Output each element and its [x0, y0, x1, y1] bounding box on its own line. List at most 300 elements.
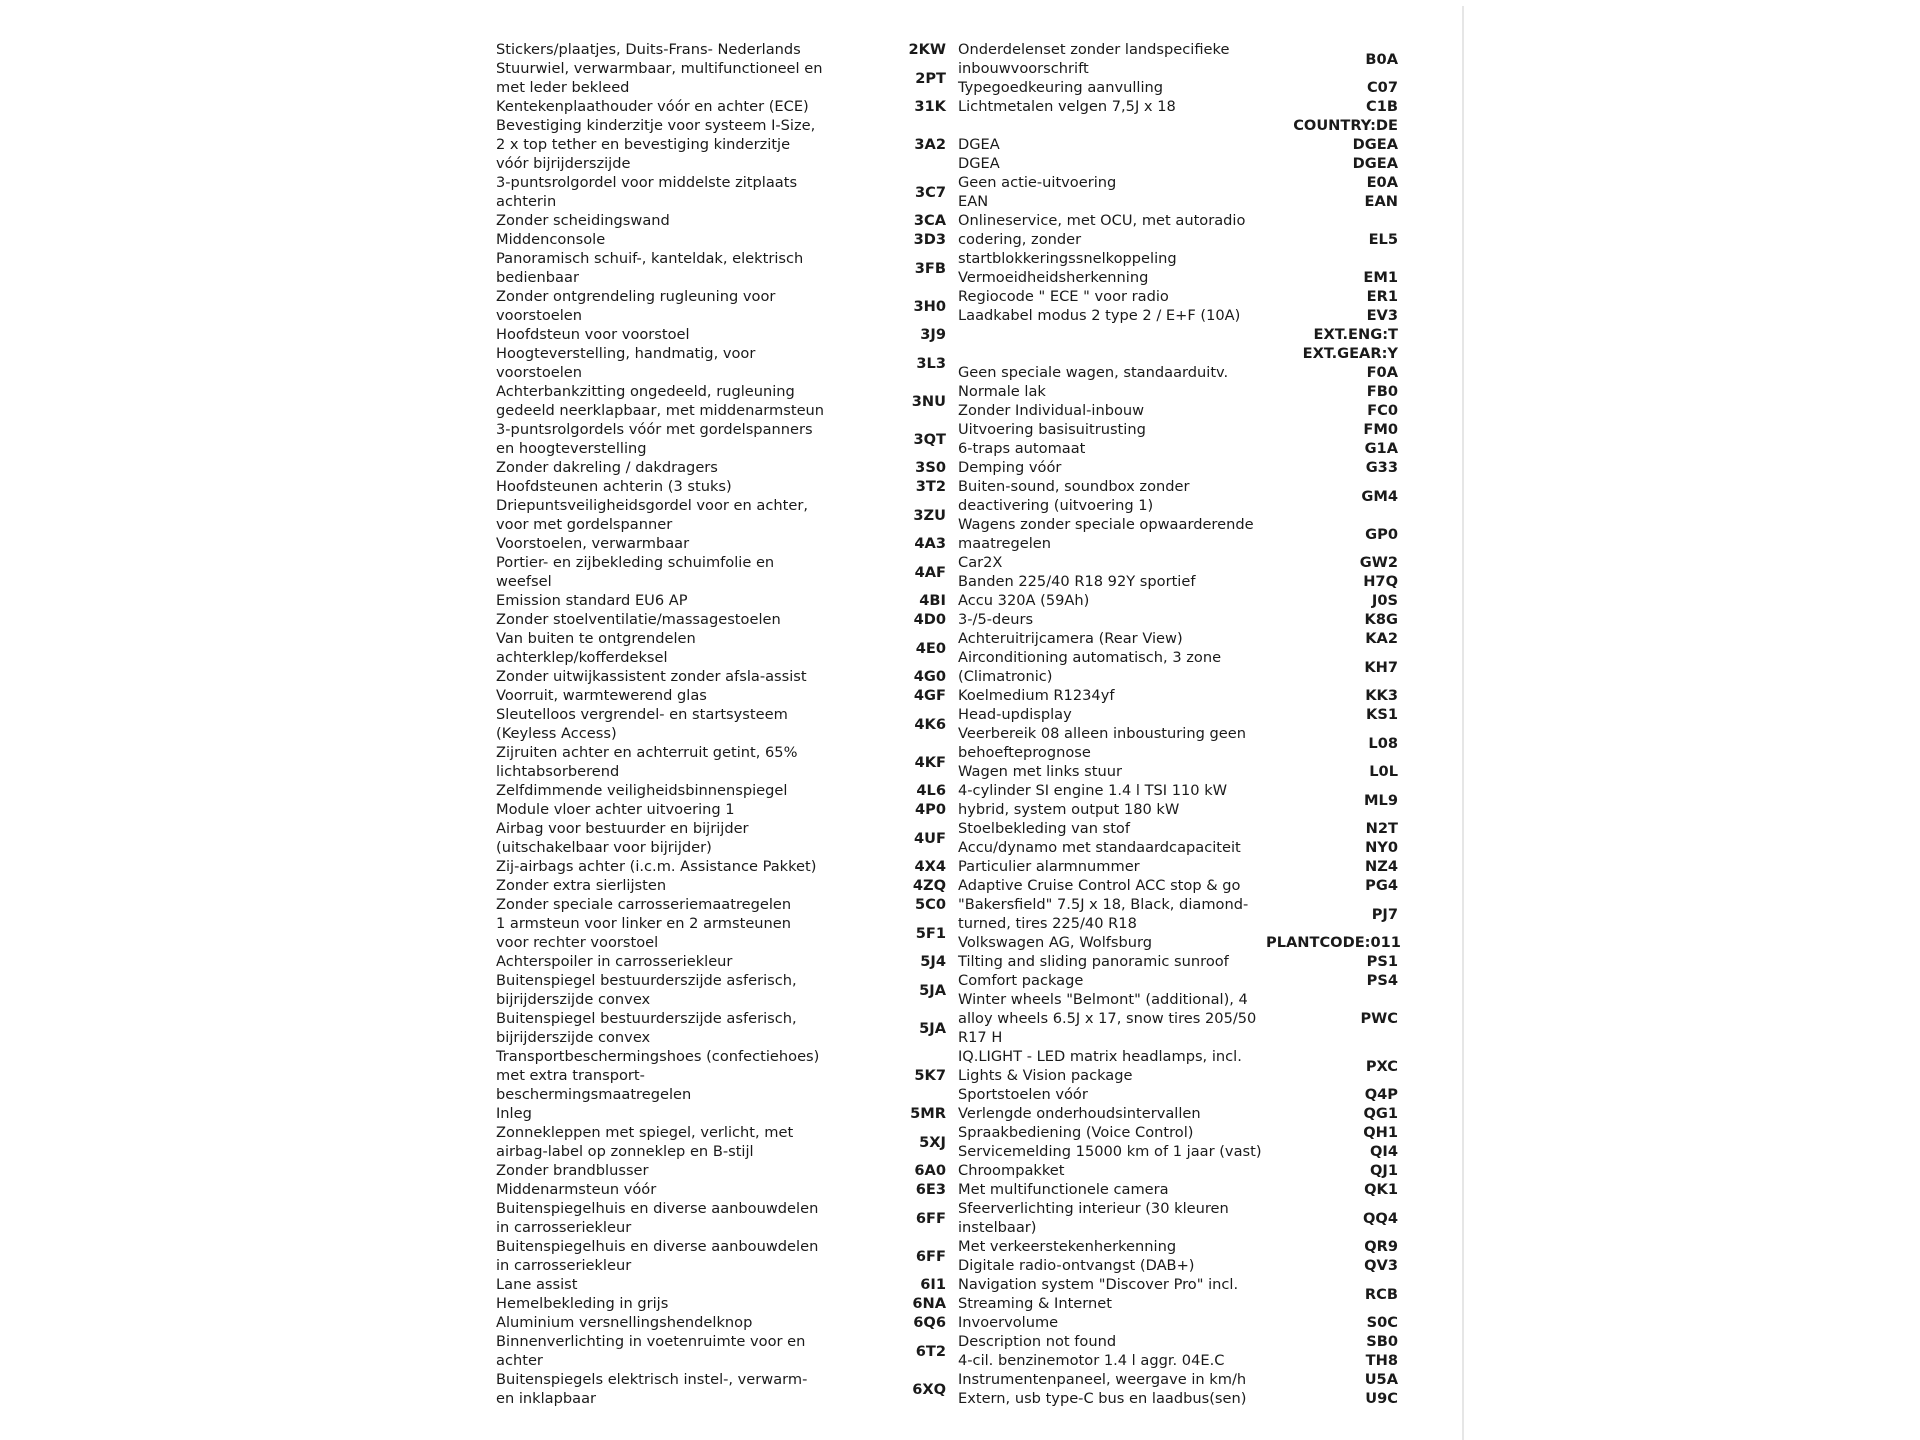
option-description-line	[958, 116, 1266, 135]
option-description	[496, 1199, 829, 1237]
option-code: EV3	[1366, 307, 1398, 324]
option-code: NZ4	[1365, 858, 1398, 875]
option-description	[496, 1104, 829, 1123]
option-code: 4UF	[914, 829, 946, 847]
option-description	[496, 477, 829, 496]
option-code: F0A	[1366, 364, 1398, 381]
option-code: 6I1	[920, 1276, 946, 1293]
option-description	[496, 40, 829, 59]
option-description-line: inbouwvoorschrift	[958, 60, 1089, 77]
option-description	[958, 952, 1266, 971]
option-description-line: Onderdelenset zonder landspecifieke	[958, 41, 1230, 58]
option-description	[958, 819, 1266, 838]
option-code: QQ4	[1363, 1209, 1398, 1227]
option-code: QK1	[1364, 1181, 1398, 1198]
option-description	[496, 1332, 829, 1370]
option-description	[958, 610, 1266, 629]
option-code: DGEA	[1352, 155, 1398, 172]
option-description-line: Navigation system "Discover Pro" incl.	[958, 1276, 1239, 1293]
option-description	[496, 553, 829, 591]
option-description-line: Hemelbekleding in grijs	[496, 1295, 669, 1312]
option-description	[958, 325, 1266, 344]
option-description	[958, 1104, 1266, 1123]
option-description	[496, 1009, 829, 1047]
option-description-line: IQ.LIGHT - LED matrix headlamps, incl.	[958, 1048, 1242, 1065]
option-description-line: Adaptive Cruise Control ACC stop & go	[958, 877, 1241, 894]
option-description	[496, 1313, 829, 1332]
option-description-line: Zonder Individual-inbouw	[958, 402, 1145, 419]
option-description-line: Transportbeschermingshoes (confectiehoes)	[496, 1048, 820, 1065]
option-description-line: Winter wheels "Belmont" (additional), 4	[958, 991, 1248, 1008]
option-description-line: codering, zonder	[958, 231, 1082, 248]
option-code: TH8	[1365, 1352, 1398, 1369]
option-description-line: achter	[496, 1352, 543, 1369]
option-description-line: Geen actie-uitvoering	[958, 174, 1117, 191]
option-description-line: Zonder stoelventilatie/massagestoelen	[496, 611, 781, 628]
option-description-line: Lane assist	[496, 1276, 578, 1293]
option-description	[958, 1161, 1266, 1180]
option-description	[958, 420, 1266, 439]
option-code: EXT.GEAR:Y	[1302, 345, 1398, 362]
option-description-line: Comfort package	[958, 972, 1084, 989]
option-description	[958, 838, 1266, 857]
option-code: SB0	[1366, 1333, 1398, 1350]
option-code: 3T2	[915, 478, 946, 495]
option-description-line: Bevestiging kinderzitje voor systeem I-Size,	[496, 117, 816, 134]
option-code: 6Q6	[913, 1314, 946, 1331]
option-code: KK3	[1365, 687, 1398, 704]
option-code: 31K	[914, 98, 946, 115]
option-description-line: Buiten-sound, soundbox zonder	[958, 478, 1190, 495]
option-code: 3L3	[916, 354, 946, 372]
option-description-line: bijrijderszijde convex	[496, 1029, 651, 1046]
option-code: PLANTCODE:011	[1266, 934, 1401, 951]
option-description	[496, 800, 829, 819]
right-options-column	[958, 40, 1401, 1408]
option-code: 5JA	[919, 1019, 946, 1037]
option-description	[958, 344, 1266, 363]
option-description	[958, 116, 1266, 135]
option-description	[958, 1180, 1266, 1199]
option-description	[958, 1370, 1266, 1389]
option-code: KA2	[1365, 630, 1398, 647]
option-description-line: Head-updisplay	[958, 706, 1072, 723]
option-code: G33	[1365, 459, 1398, 476]
option-description	[496, 97, 829, 116]
option-description-line: Accu 320A (59Ah)	[958, 592, 1090, 609]
option-code: G1A	[1364, 440, 1398, 457]
option-description-line: en inklapbaar	[496, 1390, 597, 1407]
option-code: 2PT	[915, 69, 946, 87]
option-description-line: Lichtmetalen velgen 7,5J x 18	[958, 98, 1176, 115]
option-description-line: maatregelen	[958, 535, 1052, 552]
option-code: K8G	[1364, 611, 1398, 628]
option-code: L08	[1368, 734, 1398, 752]
option-description	[958, 173, 1266, 192]
option-code: S0C	[1366, 1314, 1398, 1331]
option-description-line: Description not found	[958, 1333, 1117, 1350]
option-description-line: Kentekenplaathouder vóór en achter (ECE)	[496, 98, 809, 115]
option-description-line: Onlineservice, met OCU, met autoradio	[958, 212, 1246, 229]
option-code: E0A	[1366, 174, 1398, 191]
option-description-line: Middenconsole	[496, 231, 606, 248]
option-code: PS1	[1366, 953, 1398, 970]
option-code: KH7	[1364, 658, 1398, 676]
option-description	[496, 952, 829, 971]
option-description-line: "Bakersfield" 7.5J x 18, Black, diamond-	[958, 896, 1249, 913]
option-description	[958, 762, 1266, 781]
option-description-line: Driepuntsveiligheidsgordel voor en achter,	[496, 497, 808, 514]
option-description	[496, 1370, 829, 1408]
option-description-line: R17 H	[958, 1029, 1003, 1046]
option-code: 4G0	[913, 668, 946, 685]
option-description-line: Zijruiten achter en achterruit getint, 65%	[496, 744, 798, 761]
option-code: QJ1	[1370, 1162, 1398, 1179]
option-description	[496, 230, 829, 249]
option-code: 5K7	[914, 1067, 946, 1084]
option-code: H7Q	[1363, 573, 1398, 590]
option-code: 4ZQ	[912, 877, 946, 894]
option-description-line: Wagens zonder speciale opwaarderende	[958, 516, 1254, 533]
option-code: FB0	[1366, 383, 1398, 400]
option-code: U5A	[1364, 1371, 1398, 1388]
option-code: 3CA	[913, 212, 946, 229]
option-description-line: Buitenspiegel bestuurderszijde asferisch,	[496, 972, 797, 989]
option-description-line: Koelmedium R1234yf	[958, 687, 1115, 704]
option-code: QG1	[1363, 1105, 1398, 1122]
option-description-line: Particulier alarmnummer	[958, 858, 1140, 875]
option-description	[958, 648, 1266, 686]
option-description-line: in carrosseriekleur	[496, 1257, 632, 1274]
option-description-line: 3-/5-deurs	[958, 611, 1034, 628]
option-description-line: Hoofdsteunen achterin (3 stuks)	[496, 478, 732, 495]
option-description	[958, 78, 1266, 97]
option-description-line: Invoervolume	[958, 1314, 1059, 1331]
option-code: 6E3	[915, 1181, 946, 1198]
option-description-line: Van buiten te ontgrendelen	[496, 630, 696, 647]
option-code: PJ7	[1371, 905, 1398, 923]
option-description	[496, 667, 829, 686]
option-description	[496, 610, 829, 629]
option-description-line: Panoramisch schuif-, kanteldak, elektrisch	[496, 250, 804, 267]
option-code: DGEA	[1352, 136, 1398, 153]
option-code: FM0	[1363, 421, 1398, 438]
option-code: C1B	[1366, 98, 1398, 115]
option-description-line: Zonder extra sierlijsten	[496, 877, 667, 894]
option-code: U9C	[1365, 1390, 1398, 1407]
option-code: J0S	[1371, 592, 1398, 609]
option-code: 6FF	[915, 1247, 946, 1265]
option-description-line: voor met gordelspanner	[496, 516, 673, 533]
option-description	[958, 1275, 1266, 1313]
option-description-line: Zonder scheidingswand	[496, 212, 670, 229]
option-description-line: Module vloer achter uitvoering 1	[496, 801, 735, 818]
option-description-line: 6-traps automaat	[958, 440, 1086, 457]
option-description-line: bijrijderszijde convex	[496, 991, 651, 1008]
option-description-line: EAN	[958, 193, 989, 210]
option-description-line: Uitvoering basisuitrusting	[958, 421, 1146, 438]
option-code: ER1	[1366, 288, 1398, 305]
option-description	[496, 287, 829, 325]
option-code: 3H0	[913, 297, 946, 315]
option-description-line: Sportstoelen vóór	[958, 1086, 1088, 1103]
option-description-line: lichtabsorberend	[496, 763, 620, 780]
option-description-line: Zonder dakreling / dakdragers	[496, 459, 718, 476]
option-code: 3J9	[920, 326, 946, 343]
option-description	[958, 705, 1266, 724]
option-description	[958, 857, 1266, 876]
option-description	[496, 857, 829, 876]
option-description	[958, 895, 1266, 933]
option-description-line: Chroompakket	[958, 1162, 1065, 1179]
option-description	[496, 1294, 829, 1313]
option-description-line: beschermingsmaatregelen	[496, 1086, 692, 1103]
option-description	[496, 819, 829, 857]
option-description-line: Zij-airbags achter (i.c.m. Assistance Pakket)	[496, 858, 817, 875]
option-description-line: (uitschakelbaar voor bijrijder)	[496, 839, 712, 856]
option-code: 6XQ	[912, 1380, 946, 1398]
option-code: GW2	[1359, 554, 1398, 571]
option-description-line: Servicemelding 15000 km of 1 jaar (vast)	[958, 1143, 1262, 1160]
option-description-line: Zonder speciale carrosseriemaatregelen	[496, 896, 792, 913]
option-description-line: Zonder uitwijkassistent zonder afsla-assist	[496, 668, 807, 685]
option-description	[958, 553, 1266, 572]
option-description-line: Lights & Vision package	[958, 1067, 1133, 1084]
option-description-line	[958, 325, 1266, 344]
option-code: 5J4	[920, 953, 946, 970]
option-code: EXT.ENG:T	[1313, 326, 1398, 343]
option-description-line: in carrosseriekleur	[496, 1219, 632, 1236]
option-description	[958, 1142, 1266, 1161]
option-description-line: Instrumentenpaneel, weergave in km/h	[958, 1371, 1247, 1388]
option-description	[496, 211, 829, 230]
option-code: QV3	[1364, 1257, 1398, 1274]
option-description-line: Laadkabel modus 2 type 2 / E+F (10A)	[958, 307, 1241, 324]
option-code: PS4	[1366, 972, 1398, 989]
option-description-line: Achterspoiler in carrosseriekleur	[496, 953, 733, 970]
option-description-line: Portier- en zijbekleding schuimfolie en	[496, 554, 775, 571]
option-code: 3FB	[914, 259, 946, 277]
option-code: 3ZU	[913, 506, 946, 524]
option-description-line: voor rechter voorstoel	[496, 934, 659, 951]
option-description	[496, 895, 829, 914]
option-code: 3C7	[914, 183, 946, 201]
option-description-line: bedienbaar	[496, 269, 579, 286]
option-description-line: Stoelbekleding van stof	[958, 820, 1131, 837]
option-description	[958, 439, 1266, 458]
option-description-line: instelbaar)	[958, 1219, 1037, 1236]
option-description-line: Vermoeidheidsherkenning	[958, 269, 1149, 286]
option-description-line: Tilting and sliding panoramic sunroof	[958, 953, 1229, 970]
option-description	[496, 116, 829, 173]
option-code: 5JA	[919, 981, 946, 999]
option-description-line: Regiocode " ECE " voor radio	[958, 288, 1169, 305]
option-description-line: DGEA	[958, 136, 1000, 153]
option-description	[958, 211, 1266, 268]
option-code: 3QT	[913, 430, 946, 448]
option-description	[496, 458, 829, 477]
option-description	[496, 1161, 829, 1180]
option-code: COUNTRY:DE	[1293, 117, 1398, 134]
option-description-line: Buitenspiegels elektrisch instel-, verwarm-	[496, 1371, 808, 1388]
option-description-line: 3-puntsrolgordel voor middelste zitplaats	[496, 174, 798, 191]
option-description-line: turned, tires 225/40 R18	[958, 915, 1137, 932]
option-description	[496, 420, 829, 458]
option-description-line	[958, 344, 1266, 363]
option-description-line: Zonnekleppen met spiegel, verlicht, met	[496, 1124, 794, 1141]
option-description-line: met extra transport-	[496, 1067, 645, 1084]
option-description	[958, 154, 1266, 173]
option-description	[496, 1275, 829, 1294]
option-description-line: Car2X	[958, 554, 1003, 571]
option-code: QH1	[1363, 1124, 1398, 1141]
option-description	[496, 914, 829, 952]
option-description-line: Achterbankzitting ongedeeld, rugleuning	[496, 383, 795, 400]
option-description-line: gedeeld neerklapbaar, met middenarmsteun	[496, 402, 825, 419]
option-code: 6A0	[914, 1162, 946, 1179]
option-code: GP0	[1365, 525, 1398, 543]
option-description-line: Geen speciale wagen, standaarduitv.	[958, 364, 1229, 381]
option-code: EL5	[1368, 231, 1398, 248]
option-description	[958, 1332, 1266, 1351]
option-description-line: (Keyless Access)	[496, 725, 617, 742]
option-code: 6T2	[915, 1342, 946, 1360]
option-code: 4A3	[914, 535, 946, 552]
option-description-line: Voorstoelen, verwarmbaar	[496, 535, 690, 552]
option-description	[958, 1047, 1266, 1085]
option-description	[958, 781, 1266, 819]
option-description-line: Typegoedkeuring aanvulling	[958, 79, 1164, 96]
option-description	[958, 1313, 1266, 1332]
option-description-line: Aluminium versnellingshendelknop	[496, 1314, 753, 1331]
option-description	[496, 344, 829, 382]
option-description	[958, 1389, 1266, 1408]
option-description-line: Zonder ontgrendeling rugleuning voor	[496, 288, 776, 305]
option-code: N2T	[1365, 820, 1398, 837]
option-description	[958, 724, 1266, 762]
option-description-line: 2 x top tether en bevestiging kinderzitje	[496, 136, 791, 153]
option-code: FC0	[1367, 402, 1398, 419]
option-description	[958, 1256, 1266, 1275]
option-description-line: achterklep/kofferdeksel	[496, 649, 668, 666]
option-description-line: Extern, usb type-C bus en laadbus(sen)	[958, 1390, 1247, 1407]
option-description	[496, 249, 829, 287]
option-description-line: Inleg	[496, 1105, 532, 1122]
option-description	[496, 705, 829, 743]
option-description	[496, 1237, 829, 1275]
option-description-line: 3-puntsrolgordels vóór met gordelspanners	[496, 421, 813, 438]
option-description-line: Buitenspiegel bestuurderszijde asferisch,	[496, 1010, 797, 1027]
option-description-line: Binnenverlichting in voetenruimte voor en	[496, 1333, 806, 1350]
option-code: 5XJ	[919, 1133, 946, 1151]
option-description-line: achterin	[496, 193, 557, 210]
option-description-line: voorstoelen	[496, 364, 583, 381]
option-description	[958, 458, 1266, 477]
option-description	[958, 192, 1266, 211]
option-description	[958, 990, 1266, 1047]
option-description-line: 1 armsteun voor linker en 2 armsteunen	[496, 915, 792, 932]
option-description	[496, 1047, 829, 1104]
option-description	[496, 876, 829, 895]
option-description	[496, 1180, 829, 1199]
option-code: 5MR	[910, 1105, 946, 1122]
option-description-line: vóór bijrijderszijde	[496, 155, 631, 172]
option-description	[496, 591, 829, 610]
option-description-line: Accu/dynamo met standaardcapaciteit	[958, 839, 1241, 856]
option-code: NY0	[1365, 839, 1398, 856]
option-description	[496, 173, 829, 211]
option-code: EM1	[1363, 269, 1398, 286]
option-code: PG4	[1365, 877, 1398, 894]
option-code: RCB	[1364, 1285, 1398, 1303]
option-code: QR9	[1364, 1238, 1398, 1255]
option-description	[496, 686, 829, 705]
option-description-line: 4-cylinder SI engine 1.4 l TSI 110 kW	[958, 782, 1228, 799]
option-code: 6FF	[915, 1209, 946, 1227]
option-description-line: deactivering (uitvoering 1)	[958, 497, 1154, 514]
option-code: 6NA	[912, 1295, 946, 1312]
option-description	[958, 401, 1266, 420]
option-description	[958, 1085, 1266, 1104]
option-description-line: Sleutelloos vergrendel- en startsysteem	[496, 706, 788, 723]
option-description-line: Digitale radio-ontvangst (DAB+)	[958, 1257, 1195, 1274]
option-description	[496, 325, 829, 344]
option-description-line: Middenarmsteun vóór	[496, 1181, 657, 1198]
option-description-line: airbag-label op zonneklep en B-stijl	[496, 1143, 754, 1160]
option-description	[958, 686, 1266, 705]
option-description	[958, 135, 1266, 154]
option-description-line: Sfeerverlichting interieur (30 kleuren	[958, 1200, 1229, 1217]
option-description-line: Hoogteverstelling, handmatig, voor	[496, 345, 756, 362]
option-description	[958, 363, 1266, 382]
option-description	[958, 572, 1266, 591]
option-description-line: Met verkeerstekenherkenning	[958, 1238, 1177, 1255]
option-description-line: Buitenspiegelhuis en diverse aanbouwdelen	[496, 1238, 819, 1255]
option-code: 4E0	[915, 639, 946, 657]
option-description	[496, 59, 829, 97]
option-code: GM4	[1361, 487, 1398, 505]
option-description-line: Veerbereik 08 alleen inbousturing geen	[958, 725, 1246, 742]
option-description	[958, 287, 1266, 306]
option-description	[958, 382, 1266, 401]
option-code: 4D0	[913, 611, 946, 628]
option-description	[496, 496, 829, 534]
option-description-line: met leder bekleed	[496, 79, 630, 96]
option-description	[496, 743, 829, 781]
option-code: 4X4	[914, 858, 946, 875]
option-code: Q4P	[1364, 1086, 1398, 1103]
option-description-line: (Climatronic)	[958, 668, 1053, 685]
option-code: PXC	[1365, 1057, 1398, 1075]
option-code: L0L	[1369, 763, 1398, 780]
option-description-line: Stickers/plaatjes, Duits-Frans- Nederlands	[496, 41, 801, 58]
option-description-line: Achteruitrijcamera (Rear View)	[958, 630, 1183, 647]
option-description	[958, 40, 1266, 78]
option-description	[958, 97, 1266, 116]
option-description-line: Voorruit, warmtewerend glas	[496, 687, 707, 704]
option-description	[958, 1199, 1266, 1237]
option-code: 3S0	[915, 459, 946, 476]
option-description-line: Streaming & Internet	[958, 1295, 1112, 1312]
option-code: 3NU	[911, 392, 946, 410]
option-description-line: Emission standard EU6 AP	[496, 592, 688, 609]
option-description-line: Wagen met links stuur	[958, 763, 1123, 780]
option-description	[958, 268, 1266, 287]
option-description	[958, 629, 1266, 648]
option-description	[496, 1123, 829, 1161]
option-description-line: Zonder brandblusser	[496, 1162, 649, 1179]
option-description	[496, 534, 829, 553]
